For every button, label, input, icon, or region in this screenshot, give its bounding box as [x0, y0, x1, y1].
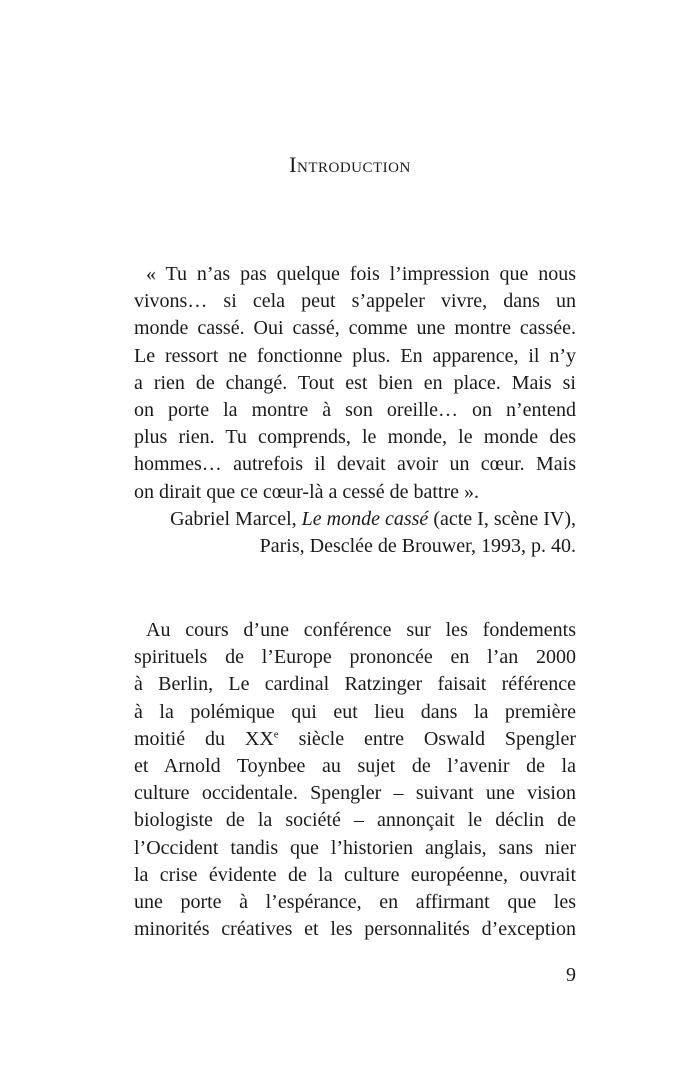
quote-line: vivons… si cela peut s’appeler vivre, dans un — [134, 290, 576, 313]
quote-line: a rien de changé. Tout est bien en place. Mais si — [134, 371, 576, 394]
body-line: biologiste de la société – annonçait le déclin de — [134, 809, 576, 832]
page-number: 9 — [566, 964, 576, 986]
body-line: une porte à l’espérance, en affirmant que les — [134, 891, 576, 914]
body-line: la crise évidente de la culture européenne, ouvrait — [134, 863, 576, 886]
body-line: minorités créatives et les personnalités d’exception — [134, 918, 576, 941]
body-line: à la polémique qui eut lieu dans la première — [134, 700, 576, 723]
superscript: e — [273, 728, 279, 741]
quote-line: on dirait que ce cœur-là a cessé de battre ». — [134, 480, 479, 503]
quote-line: monde cassé. Oui cassé, comme une montre cassée. — [134, 317, 576, 340]
body-line: moitié du XXe siècle entre Oswald Spengler — [134, 727, 576, 750]
quote-line: on porte la montre à son oreille… on n’entend — [134, 399, 576, 422]
body-line: et Arnold Toynbee au sujet de l’avenir de la — [134, 755, 576, 778]
body-line: spirituels de l’Europe prononcée en l’an 2000 — [134, 646, 576, 669]
body-line: à Berlin, Le cardinal Ratzinger faisait référence — [134, 673, 576, 696]
epigraph-quote — [134, 261, 576, 506]
body-line: culture occidentale. Spengler – suivant une vision — [134, 782, 576, 805]
attribution-line-1: Gabriel Marcel, Le monde cassé (acte I, scène IV), — [170, 508, 576, 530]
quote-line: « Tu n’as pas quelque fois l’impression que nous — [146, 263, 576, 285]
chapter-title: Introduction — [289, 152, 411, 177]
quote-line: hommes… autrefois il devait avoir un cœur. Mais — [134, 453, 576, 476]
body-paragraph — [134, 617, 576, 943]
attribution-line-2: Paris, Desclée de Brouwer, 1993, p. 40. — [259, 535, 576, 558]
body-line: l’Occident tandis que l’historien anglais, sans nier — [134, 836, 576, 859]
body-line: Au cours d’une conférence sur les fondements — [146, 619, 576, 641]
quote-line: plus rien. Tu comprends, le monde, le monde des — [134, 426, 576, 449]
work-title: Le monde cassé — [301, 508, 429, 530]
quote-line: Le ressort ne fonctionne plus. En apparence, il n’y — [134, 344, 576, 367]
epigraph-attribution — [134, 506, 576, 560]
